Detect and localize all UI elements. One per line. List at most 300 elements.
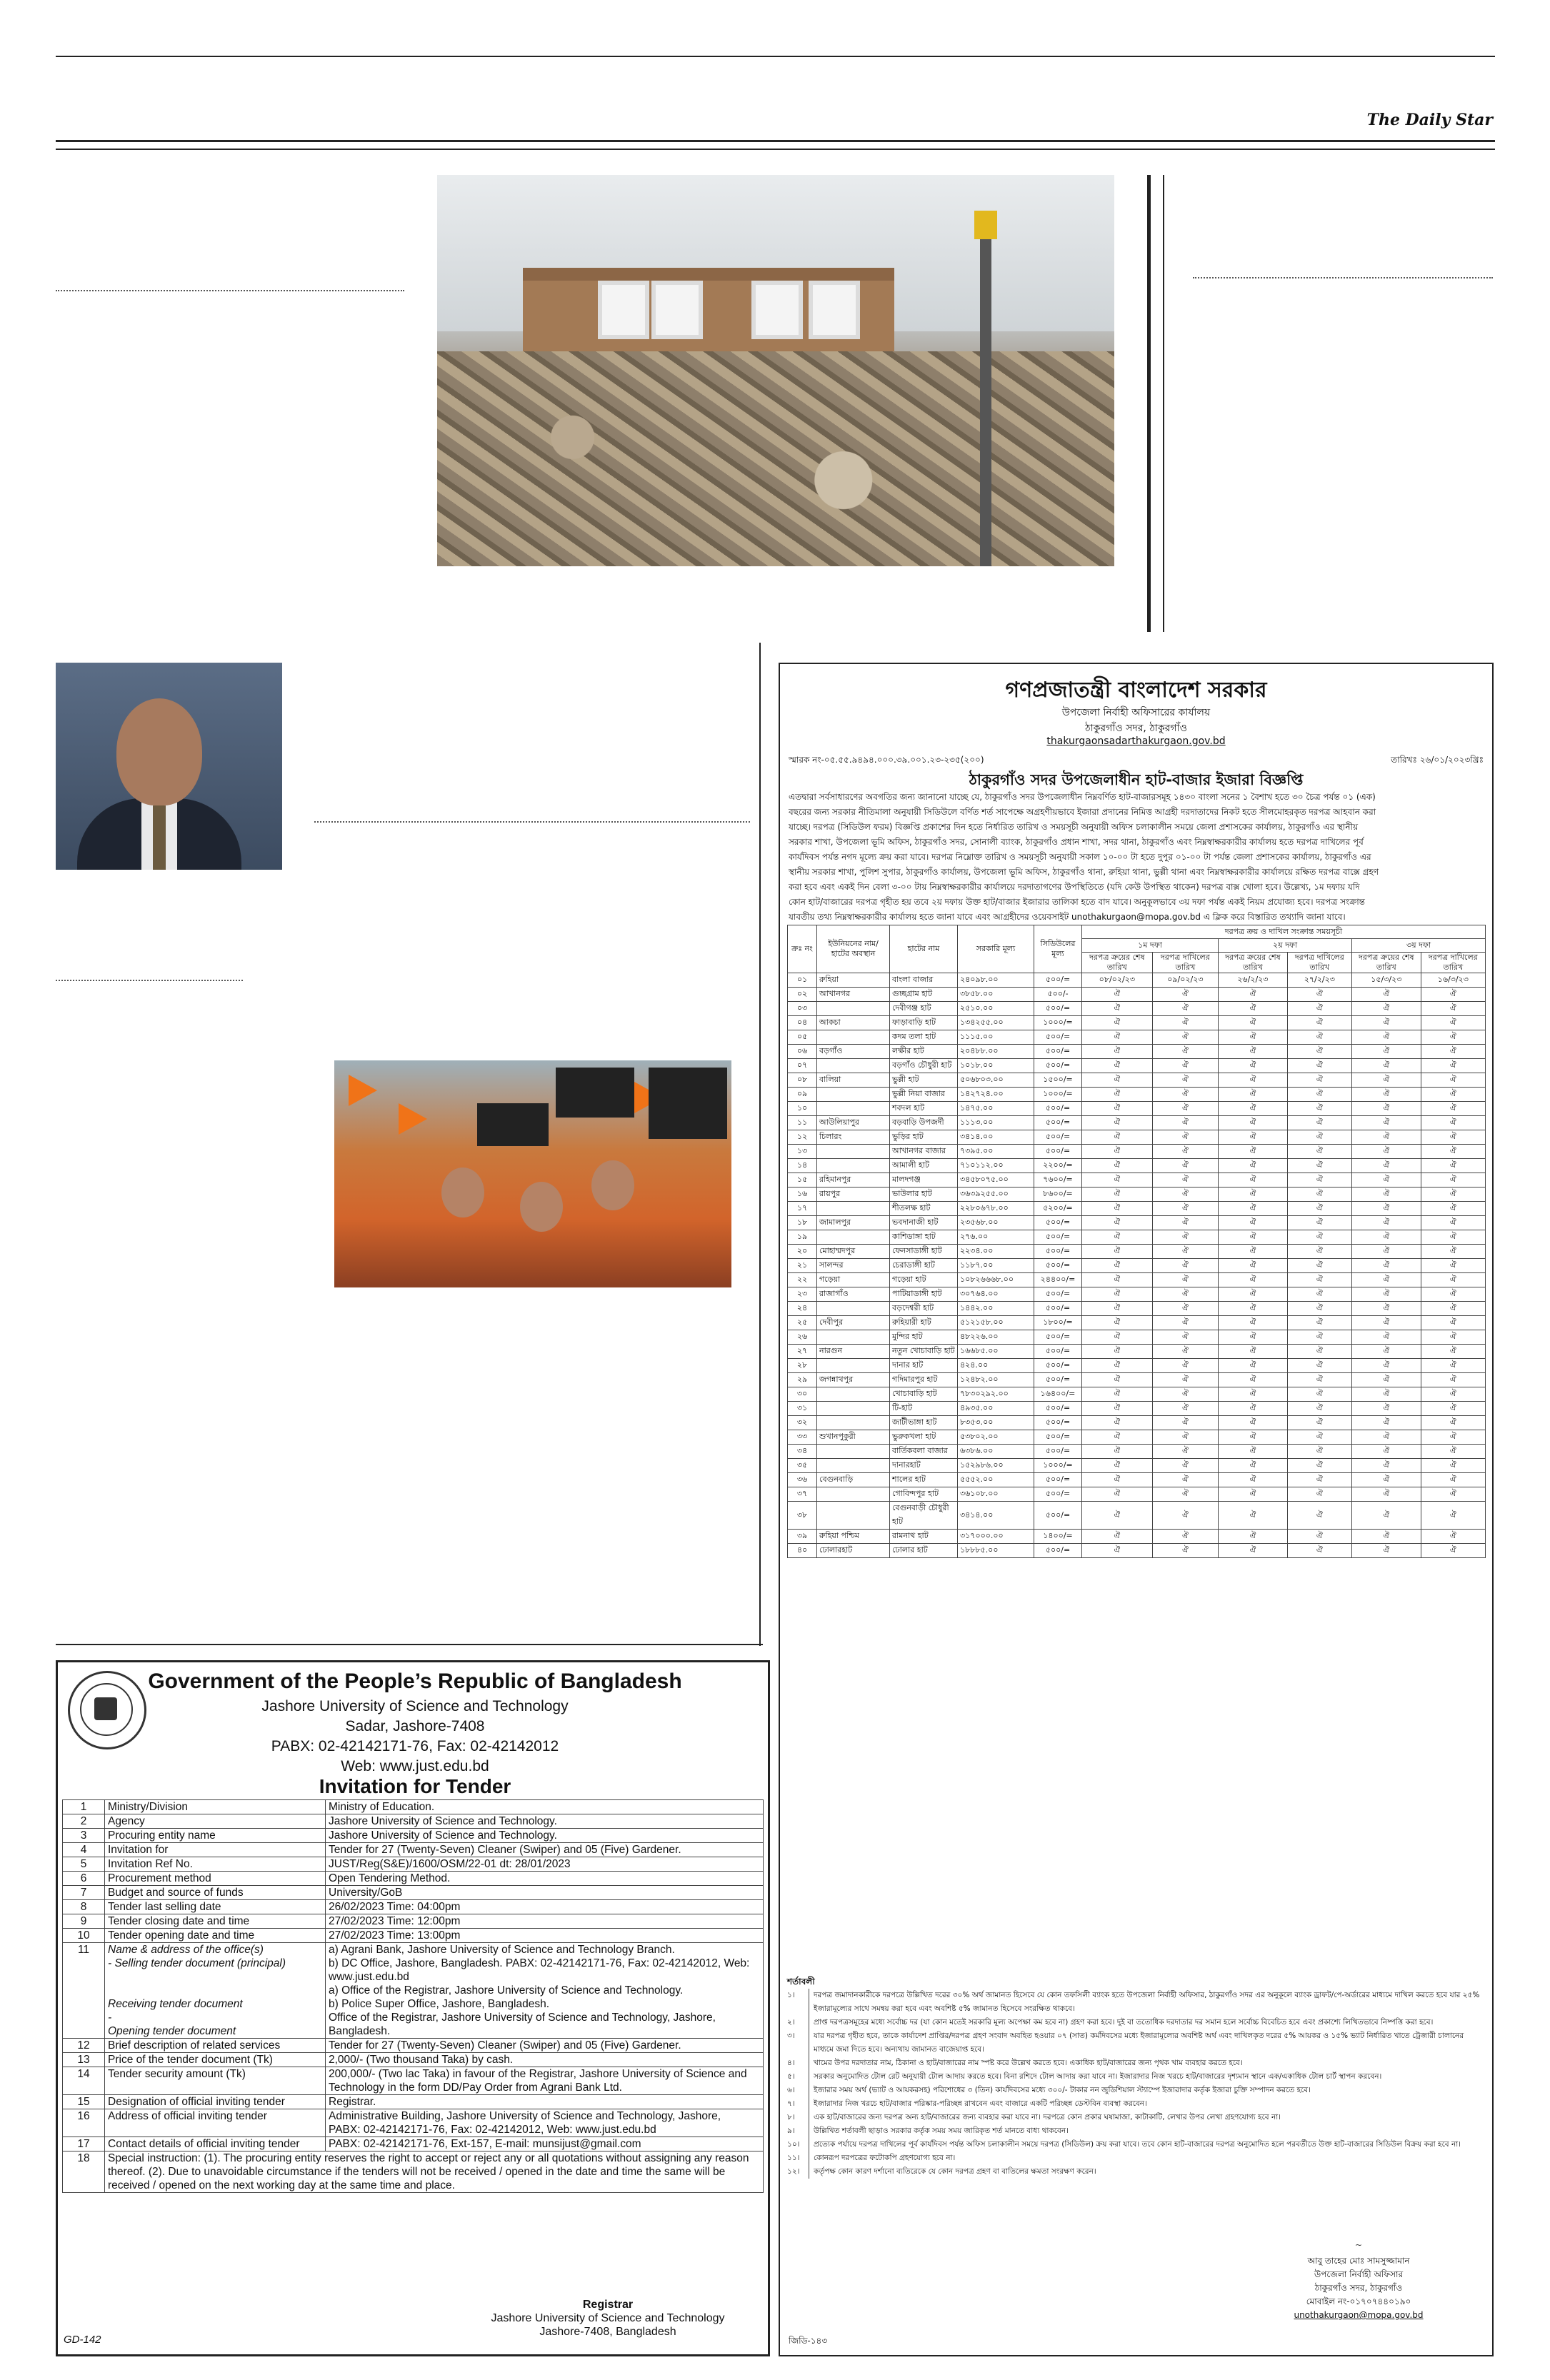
cell-date: ঐ: [1082, 1387, 1153, 1402]
tender-row-value: 200,000/- (Two lac Taka) in favour of the Registrar, Jashore University of Science and Technology in the form DD/Pay Order from Agrani Bank Ltd.: [326, 2067, 764, 2095]
tender-row: [63, 2067, 764, 2095]
cell-sl: ০৩: [788, 1002, 817, 1016]
cell-date: ঐ: [1152, 1259, 1219, 1273]
cell-date: ঐ: [1152, 1045, 1219, 1059]
cell-union: [817, 1030, 890, 1045]
cell-date: ঐ: [1287, 1102, 1351, 1116]
cell-fee: ৫০০/=: [1034, 1130, 1082, 1145]
cell-date: ঐ: [1287, 1088, 1351, 1102]
signer-org: Jashore University of Science and Technology: [491, 2312, 725, 2324]
tender-row-number: 3: [63, 1829, 105, 1843]
cell-fee: ৫০০/-: [1034, 988, 1082, 1002]
cell-date: ০৯/০২/২৩: [1152, 973, 1219, 988]
cell-date: ঐ: [1219, 1216, 1288, 1230]
table-row: [788, 1387, 1486, 1402]
cell-date: ঐ: [1082, 1002, 1153, 1016]
cell-date: ঐ: [1152, 1016, 1219, 1030]
cell-date: ঐ: [1352, 1302, 1421, 1316]
cell-hat: টি-হাট: [890, 1402, 958, 1416]
cell-date: ঐ: [1421, 1459, 1485, 1473]
cell-fee: ৫০০/=: [1034, 1059, 1082, 1073]
table-row: [788, 1473, 1486, 1487]
cell-sl: ২৪: [788, 1302, 817, 1316]
cell-union: [817, 1159, 890, 1173]
table-row: [788, 1059, 1486, 1073]
col-hat: হাটের নাম: [890, 925, 958, 973]
column-separator: [314, 821, 750, 823]
cell-sl: ১৩: [788, 1145, 817, 1159]
tender-row: [63, 1814, 764, 1829]
cell-date: ঐ: [1287, 1473, 1351, 1487]
cell-date: ঐ: [1352, 988, 1421, 1002]
cell-date: ঐ: [1152, 1445, 1219, 1459]
cell-price: ৫১২১৫৮.০০: [958, 1316, 1034, 1330]
cell-sl: ৩৪: [788, 1445, 817, 1459]
cell-date: ঐ: [1082, 1245, 1153, 1259]
portrait-photo: [56, 663, 282, 870]
cell-union: [817, 1230, 890, 1245]
cell-date: ঐ: [1421, 1073, 1485, 1088]
tender-university: Jashore University of Science and Technology: [261, 1698, 569, 1714]
cell-fee: ৫০০/=: [1034, 1259, 1082, 1273]
cell-union: রায়পুর: [817, 1188, 890, 1202]
cell-date: ঐ: [1287, 1487, 1351, 1502]
cell-date: ঐ: [1421, 1330, 1485, 1345]
cell-hat: নতুন খোচাবাড়ি হাট: [890, 1345, 958, 1359]
cell-union: [817, 1502, 890, 1530]
table-row: [788, 1402, 1486, 1416]
cell-fee: ৫০০/=: [1034, 1502, 1082, 1530]
cell-date: ঐ: [1352, 1188, 1421, 1202]
cell-union: [817, 1302, 890, 1316]
cell-union: [817, 1402, 890, 1416]
cell-price: ২০৪৮৮.০০: [958, 1045, 1034, 1059]
table-row: [788, 973, 1486, 988]
cell-price: ৩৪১৪.০০: [958, 1502, 1034, 1530]
table-row: [788, 1259, 1486, 1273]
condition-number: ৩।: [787, 2029, 809, 2057]
tender-row: [63, 1886, 764, 1900]
cell-date: ঐ: [1082, 1045, 1153, 1059]
cell-fee: ১৪০০/=: [1034, 1530, 1082, 1544]
notice-website-link[interactable]: thakurgaonsadarthakurgaon.gov.bd: [1046, 735, 1226, 747]
cell-date: ঐ: [1219, 1287, 1288, 1302]
tender-row-number: 17: [63, 2137, 105, 2151]
cell-hat: ঢোলার হাট: [890, 1544, 958, 1558]
cell-date: ঐ: [1287, 1016, 1351, 1030]
cell-fee: ১৫০০/=: [1034, 1073, 1082, 1088]
col-submit: দরপত্র দাখিলের তারিখ: [1287, 953, 1351, 973]
signer-address: Jashore-7408, Bangladesh: [539, 2326, 676, 2338]
condition-text: খামের উপর দরদাতার নাম, ঠিকানা ও হাট/বাজারের নাম স্পষ্ট করে উল্লেখ করতে হবে। একাধিক হাট/বাজারের জন্য পৃথক খাম ব্যবহার করতে হবে।: [814, 2059, 1243, 2067]
signer-email-link[interactable]: unothakurgaon@mopa.gov.bd: [1294, 2310, 1424, 2320]
cell-hat: লক্ষীর হাট: [890, 1045, 958, 1059]
cell-date: ঐ: [1421, 1045, 1485, 1059]
table-row: [788, 1145, 1486, 1159]
cell-date: ১৬/৩/২৩: [1421, 973, 1485, 988]
cell-price: ২২৩৪.০০: [958, 1245, 1034, 1259]
cell-hat: ভুল্লী নিয়া বাজার: [890, 1088, 958, 1102]
cell-date: ঐ: [1082, 1259, 1153, 1273]
table-row: [788, 1016, 1486, 1030]
table-row: [788, 1230, 1486, 1245]
conditions-title: শর্তাবলী: [787, 1977, 815, 1987]
table-row: [788, 1487, 1486, 1502]
cell-fee: ৫০০/=: [1034, 1230, 1082, 1245]
cell-date: ঐ: [1287, 1116, 1351, 1130]
cell-date: ঐ: [1082, 1273, 1153, 1287]
cell-date: ঐ: [1421, 1445, 1485, 1459]
cell-date: ঐ: [1219, 1159, 1288, 1173]
tender-row-label: Tender closing date and time: [105, 1914, 326, 1929]
cell-union: নারগুন: [817, 1345, 890, 1359]
cell-date: ঐ: [1287, 1173, 1351, 1188]
cell-date: ঐ: [1082, 1059, 1153, 1073]
conditions-list: [787, 1975, 1486, 2179]
cell-date: ঐ: [1152, 1387, 1219, 1402]
table-row: [788, 1045, 1486, 1059]
cell-sl: ২৭: [788, 1345, 817, 1359]
cell-date: ঐ: [1352, 1245, 1421, 1259]
cell-date: ঐ: [1421, 1302, 1485, 1316]
tender-row-number: 9: [63, 1914, 105, 1929]
cell-fee: ৫০০/=: [1034, 1416, 1082, 1430]
table-row: [788, 1530, 1486, 1544]
cell-date: ঐ: [1287, 1145, 1351, 1159]
table-row: [788, 1102, 1486, 1116]
signer-title: Registrar: [582, 2299, 634, 2311]
cell-date: ঐ: [1082, 1544, 1153, 1558]
cell-union: রাজাগাঁও: [817, 1287, 890, 1302]
col-schedule: সিডিউলের মূল্য: [1034, 925, 1082, 973]
cell-date: ঐ: [1082, 1430, 1153, 1445]
cell-date: ঐ: [1287, 1230, 1351, 1245]
cell-date: ঐ: [1152, 1544, 1219, 1558]
tender-row-number: 1: [63, 1800, 105, 1814]
cell-date: ঐ: [1219, 1202, 1288, 1216]
cell-date: ঐ: [1421, 1202, 1485, 1216]
cell-date: ঐ: [1352, 1230, 1421, 1245]
condition-number: ৫।: [787, 2070, 809, 2084]
cell-date: ঐ: [1082, 1130, 1153, 1145]
cell-date: ঐ: [1219, 1345, 1288, 1359]
cell-date: ঐ: [1219, 1544, 1288, 1558]
cell-date: ঐ: [1352, 1059, 1421, 1073]
column-separator: [56, 980, 243, 981]
cell-date: ঐ: [1421, 988, 1485, 1002]
cell-date: ঐ: [1421, 1030, 1485, 1045]
cell-date: ঐ: [1287, 1373, 1351, 1387]
cell-fee: ৫০০/=: [1034, 1102, 1082, 1116]
table-row: [788, 1359, 1486, 1373]
cell-price: ৩৮৫৮.০০: [958, 988, 1034, 1002]
cell-price: ২৭৬.০০: [958, 1230, 1034, 1245]
cell-date: ঐ: [1287, 1059, 1351, 1073]
cell-sl: ২৩: [788, 1287, 817, 1302]
cell-fee: ৭৬০০/=: [1034, 1173, 1082, 1188]
cell-hat: জাটীভাঙ্গা হাট: [890, 1416, 958, 1430]
tender-row: [63, 1857, 764, 1872]
cell-union: বেগুনবাড়ি: [817, 1473, 890, 1487]
cell-fee: ৫০০/=: [1034, 973, 1082, 988]
cell-union: রুহিয়া পশ্চিম: [817, 1530, 890, 1544]
tender-row: [63, 1929, 764, 1943]
cell-price: ১০১৮.০০: [958, 1059, 1034, 1073]
cell-date: ঐ: [1152, 1073, 1219, 1088]
cell-hat: ভুড়ির হাট: [890, 1130, 958, 1145]
condition-number: ১২।: [787, 2165, 809, 2179]
cell-date: ঐ: [1152, 1173, 1219, 1188]
cell-date: ঐ: [1152, 1116, 1219, 1130]
cell-date: ঐ: [1219, 1173, 1288, 1188]
cell-date: ঐ: [1082, 1016, 1153, 1030]
table-row: [788, 1116, 1486, 1130]
cell-sl: ৩৬: [788, 1473, 817, 1487]
cell-hat: বড়বাড়ি উপজর্দী: [890, 1116, 958, 1130]
cell-date: ঐ: [1152, 1473, 1219, 1487]
cell-date: ঐ: [1287, 1216, 1351, 1230]
cell-hat: ভাউলার হাট: [890, 1188, 958, 1202]
cell-hat: শালের হাট: [890, 1473, 958, 1487]
cell-hat: চেরাডাঙ্গী হাট: [890, 1259, 958, 1273]
table-row: [788, 1030, 1486, 1045]
tender-row: [63, 1829, 764, 1843]
cell-date: ঐ: [1421, 1259, 1485, 1273]
cell-sl: ১৯: [788, 1230, 817, 1245]
cell-hat: শীতলক্ষ হাট: [890, 1202, 958, 1216]
condition-item: [787, 2084, 1486, 2097]
cell-date: ঐ: [1082, 1073, 1153, 1088]
masthead-rule-2: [56, 149, 1495, 150]
tender-row-number: 15: [63, 2095, 105, 2109]
cell-date: ঐ: [1287, 1273, 1351, 1287]
cell-date: ঐ: [1421, 1088, 1485, 1102]
tender-row-number: 11: [63, 1943, 105, 2039]
cell-hat: কাশিডাঙ্গা হাট: [890, 1230, 958, 1245]
tender-table: [62, 1799, 764, 2193]
cell-sl: ৩৮: [788, 1502, 817, 1530]
col-buy-last: দরপত্র ক্রয়ের শেষ তারিখ: [1352, 953, 1421, 973]
cell-date: ঐ: [1287, 1045, 1351, 1059]
cell-price: ৩৪৫৮০৭৫.০০: [958, 1173, 1034, 1188]
tender-row-value: Administrative Building, Jashore University of Science and Technology, Jashore, PABX: 02-42142171-76, Fax: 02-42142012, Web: www.just.edu.bd: [326, 2109, 764, 2137]
cell-date: ঐ: [1152, 1402, 1219, 1416]
cell-date: ঐ: [1352, 1116, 1421, 1130]
cell-union: [817, 1088, 890, 1102]
cell-union: আখানগর: [817, 988, 890, 1002]
cell-sl: ১৮: [788, 1216, 817, 1230]
cell-date: ঐ: [1082, 1159, 1153, 1173]
table-row: [788, 1202, 1486, 1216]
cell-date: ঐ: [1152, 1145, 1219, 1159]
cell-date: ঐ: [1219, 1502, 1288, 1530]
cell-date: ঐ: [1082, 1102, 1153, 1116]
cell-date: ঐ: [1082, 1445, 1153, 1459]
cell-date: ঐ: [1287, 1416, 1351, 1430]
cell-sl: ০৬: [788, 1045, 817, 1059]
cell-date: ঐ: [1421, 1316, 1485, 1330]
cell-price: ১০৮২৬৬৬৮.০০: [958, 1273, 1034, 1287]
cell-date: ঐ: [1421, 1416, 1485, 1430]
condition-number: ৭।: [787, 2097, 809, 2111]
cell-date: ঐ: [1152, 1459, 1219, 1473]
condition-text: উল্লিখিত শর্তাবলী ছাড়াও সরকার কর্তৃক সময় সময় জারিকৃত শর্ত মানতে বাধ্য থাকবেন।: [814, 2127, 1069, 2135]
cell-date: ঐ: [1352, 1273, 1421, 1287]
cell-sl: ৩৭: [788, 1487, 817, 1502]
col-buy-last: দরপত্র ক্রয়ের শেষ তারিখ: [1082, 953, 1153, 973]
cell-hat: ভবদানাজী হাট: [890, 1216, 958, 1230]
cell-date: ঐ: [1152, 1430, 1219, 1445]
cell-date: ঐ: [1287, 1316, 1351, 1330]
cell-date: ঐ: [1082, 1287, 1153, 1302]
tender-row-label: Special instruction: (1). The procuring entity reserves the right to accept or reject any or all quotations without assigning any reason thereof. (2). Due to unavoidable circumstance if the tenders will not be received / opened in the date and time the same will be received / opened on the next working day at the same time and place.: [105, 2151, 764, 2193]
tender-row-label: Brief description of related services: [105, 2039, 326, 2053]
cell-fee: ৫০০/=: [1034, 1045, 1082, 1059]
table-row: [788, 1188, 1486, 1202]
condition-number: ২।: [787, 2016, 809, 2029]
condition-number: ৬।: [787, 2084, 809, 2097]
cell-date: ঐ: [1082, 1402, 1153, 1416]
cell-price: ৪৮২২৬.০০: [958, 1330, 1034, 1345]
tender-row: [63, 2053, 764, 2067]
cell-date: ঐ: [1219, 1330, 1288, 1345]
tender-row-number: 4: [63, 1843, 105, 1857]
cell-date: ঐ: [1152, 1102, 1219, 1116]
condition-item: [787, 2057, 1486, 2070]
cell-sl: ৩৫: [788, 1459, 817, 1473]
cell-date: ঐ: [1287, 1502, 1351, 1530]
cell-date: ঐ: [1287, 1030, 1351, 1045]
tender-signer: [458, 2298, 758, 2339]
cell-date: ঐ: [1219, 1359, 1288, 1373]
tender-row-label: Procurement method: [105, 1872, 326, 1886]
cell-price: ১১১৩.০০: [958, 1116, 1034, 1130]
condition-number: ১০।: [787, 2138, 809, 2151]
tender-row-label: Tender security amount (Tk): [105, 2067, 326, 2095]
cell-date: ঐ: [1352, 1402, 1421, 1416]
cell-sl: ৩০: [788, 1387, 817, 1402]
cell-sl: ২২: [788, 1273, 817, 1287]
col-phase3: ৩য় দফা: [1352, 939, 1486, 953]
cell-date: ঐ: [1421, 1373, 1485, 1387]
cell-union: [817, 1102, 890, 1116]
cell-sl: ৩২: [788, 1416, 817, 1430]
section-rule: [56, 1644, 763, 1645]
cell-date: ঐ: [1287, 1202, 1351, 1216]
cell-union: মোহাম্মদপুর: [817, 1245, 890, 1259]
notice-location: ঠাকুরগাঁও সদর, ঠাকুরগাঁও: [1085, 723, 1187, 734]
cell-date: ঐ: [1421, 1216, 1485, 1230]
notice-govt-title: গণপ্রজাতন্ত্রী বাংলাদেশ সরকার: [1005, 678, 1267, 703]
cell-date: ঐ: [1352, 1130, 1421, 1145]
cell-fee: ৫০০/=: [1034, 1345, 1082, 1359]
cell-date: ঐ: [1219, 1102, 1288, 1116]
condition-item: [787, 2151, 1486, 2165]
table-row: [788, 1330, 1486, 1345]
tender-row: [63, 2039, 764, 2053]
cell-hat: রামনাথ হাট: [890, 1530, 958, 1544]
table-row: [788, 1173, 1486, 1188]
cell-fee: ৫০০/=: [1034, 1030, 1082, 1045]
cell-date: ঐ: [1421, 1387, 1485, 1402]
cell-date: ঐ: [1152, 1316, 1219, 1330]
cell-date: ঐ: [1152, 1345, 1219, 1359]
notice-memo: স্মারক নং-০৫.৫৫.৯৪৯৪.০০০.৩৯.০০১.২৩-২৩৫(২০০): [789, 755, 984, 765]
tender-row: [63, 1914, 764, 1929]
tender-row-label: Name & address of the office(s) - Selling tender document (principal) Receiving tender document - Opening tender document: [105, 1943, 326, 2039]
condition-item: [787, 2124, 1486, 2138]
cell-union: [817, 1359, 890, 1373]
cell-date: ঐ: [1352, 1030, 1421, 1045]
intro-line: স্থানীয় সরকার শাখা, পুলিশ সুপার, ঠাকুরগাঁও কার্যালয়, উপজেলা ভূমি অফিস, ঠাকুরগাঁও থানা, রুহিয়া থানা, ভুল্লী থানা এবং নিম্নস্বাক্ষরকারীর কার্যালয়ে রক্ষিত দরপত্র বাক্সে গ্রহণ: [789, 867, 1379, 877]
cell-date: ঐ: [1082, 1188, 1153, 1202]
notice-date: তারিখঃ ২৬/০১/২০২৩খ্রিঃ: [1391, 755, 1484, 765]
signature-block: [1237, 2239, 1480, 2322]
intro-line: করা হবে এবং একই দিন বেলা ৩-০০ টায় নিম্নস্বাক্ষরকারীর কার্যালয়ে দরদাতাগণের উপস্থিতিতে (যদি কেউ উপস্থিত থাকেন) দরপত্র বাক্স খোলা হবে। উল্লেখ্য, ১ম দফায় যদি: [789, 882, 1360, 892]
earthquake-rubble-photo: [437, 175, 1114, 566]
tender-row: [63, 1800, 764, 1814]
table-row: [788, 1316, 1486, 1330]
cell-union: আউলিয়াপুর: [817, 1116, 890, 1130]
cell-date: ঐ: [1352, 1145, 1421, 1159]
cell-fee: ৫০০/=: [1034, 1487, 1082, 1502]
cell-date: ঐ: [1219, 1373, 1288, 1387]
cell-sl: ০৫: [788, 1030, 817, 1045]
tender-row-number: 13: [63, 2053, 105, 2067]
cell-date: ঐ: [1219, 1230, 1288, 1245]
cell-date: ঐ: [1082, 1230, 1153, 1245]
cell-date: ঐ: [1082, 1502, 1153, 1530]
cell-date: ঐ: [1352, 1544, 1421, 1558]
cell-date: ঐ: [1421, 1016, 1485, 1030]
cell-price: ৫৫৫২.০০: [958, 1473, 1034, 1487]
cell-date: ঐ: [1352, 1088, 1421, 1102]
hat-bazar-lease-notice: [779, 663, 1494, 2356]
cell-date: ঐ: [1352, 1330, 1421, 1345]
cell-date: ঐ: [1152, 1202, 1219, 1216]
condition-item: [787, 2111, 1486, 2124]
col-phase1: ১ম দফা: [1082, 939, 1219, 953]
tender-row-number: 7: [63, 1886, 105, 1900]
cell-date: ঐ: [1421, 1059, 1485, 1073]
condition-text: ইজারাদার নিজ খরচে হাট/বাজার পরিষ্কার-পরিচ্ছন্ন রাখবেন এবং বাজারে একটি পরিচ্ছন্ন ডেস্টবিন ব্যবস্থা করবেন।: [814, 2099, 1147, 2108]
table-row: [788, 1073, 1486, 1088]
cell-date: ঐ: [1352, 1202, 1421, 1216]
table-row: [788, 1287, 1486, 1302]
condition-text: যার দরপত্র গৃহীত হবে, তাকে কার্যাদেশ প্রাপ্তির/দরপত্র গ্রহণ সংবাদ অবহিত হওয়ার ০৭ (সাত) কর্মদিবসের মধ্যে ইজারামূল্যের অবশিষ্ট অর্থ এবং দাখিলকৃত দরের ৫% আয়কর ও ১৫% ভ্যাট নির্ধারিত খাতে ট্রেজারী চালানের মাধ্যমে জমা দিতে হবে। অন্যথায় জামানত বাজেয়াপ্ত হবে।: [814, 2032, 1464, 2054]
tender-web: Web: www.just.edu.bd: [341, 1758, 489, 1774]
cell-date: ঐ: [1219, 1073, 1288, 1088]
table-row: [788, 1159, 1486, 1173]
cell-price: ১২৪৮২.০০: [958, 1373, 1034, 1387]
cell-date: ঐ: [1152, 1273, 1219, 1287]
table-row: [788, 1373, 1486, 1387]
tender-pabx: PABX: 02-42142171-76, Fax: 02-42142012: [271, 1738, 559, 1754]
cell-date: ঐ: [1082, 1030, 1153, 1045]
cell-fee: ৫০০/=: [1034, 1359, 1082, 1373]
cell-hat: ফেনসাডাঙ্গী হাট: [890, 1245, 958, 1259]
tender-row-number: 6: [63, 1872, 105, 1886]
cell-date: ঐ: [1152, 1216, 1219, 1230]
cell-date: ঐ: [1082, 1173, 1153, 1188]
cell-date: ঐ: [1219, 1016, 1288, 1030]
vertical-rule: [1147, 175, 1151, 632]
cell-date: ঐ: [1152, 1030, 1219, 1045]
cell-date: ঐ: [1352, 1287, 1421, 1302]
cell-date: ঐ: [1082, 1302, 1153, 1316]
column-separator: [1193, 277, 1493, 278]
cell-union: দেবীপুর: [817, 1316, 890, 1330]
